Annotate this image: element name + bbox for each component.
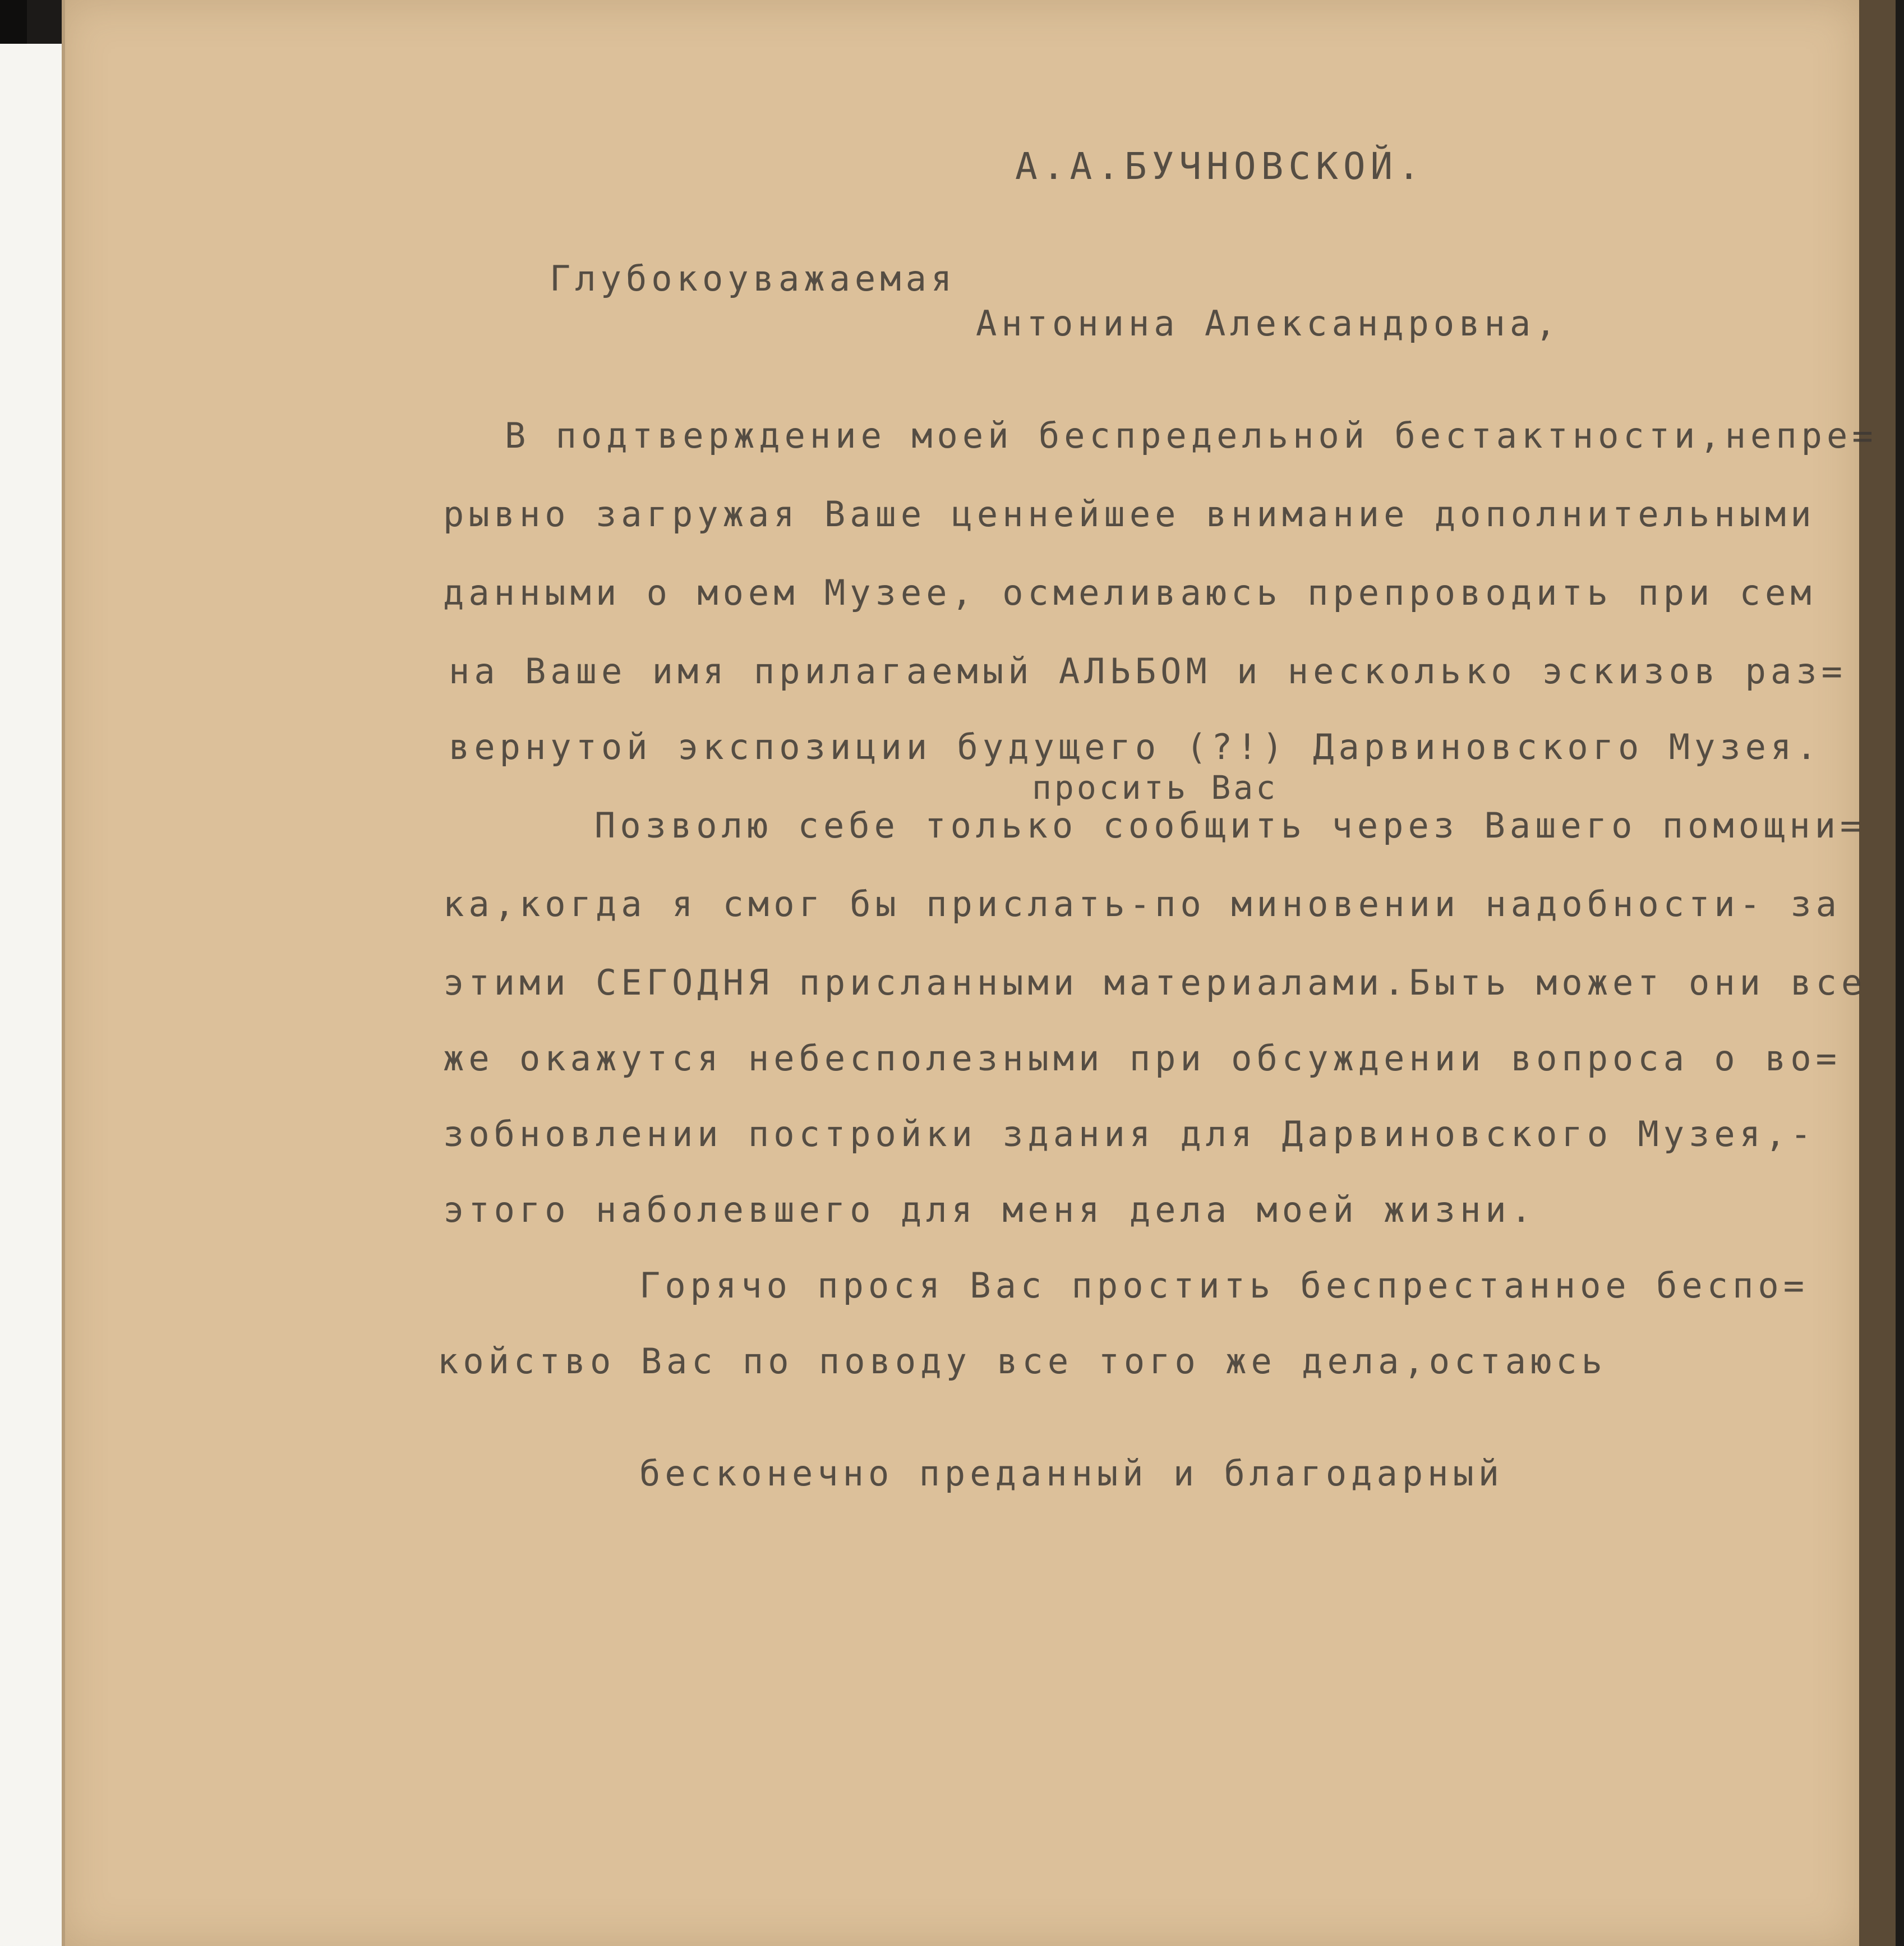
adjacent-page-edge: [0, 44, 63, 1946]
paragraph-2-line-6: этого наболевшего для меня дела моей жизни.: [443, 1189, 1537, 1230]
addressee-line: А.А.БУЧНОВСКОЙ.: [1015, 145, 1426, 188]
paragraph-1-line-1: В подтверждение моей беспредельной бестактности,непре=: [505, 415, 1878, 456]
paragraph-2-line-2: ка,когда я смог бы прислать-по миновении надобности- за: [443, 884, 1841, 924]
salutation-line-1: Глубокоуважаемая: [550, 258, 957, 299]
paragraph-3-line-2: койство Вас по поводу все того же дела,остаюсь: [437, 1341, 1607, 1382]
paragraph-1-line-3: данными о моем Музее, осмеливаюсь препроводить при сем: [443, 572, 1816, 613]
salutation-line-2: Антонина Александровна,: [976, 303, 1561, 344]
closing-line: бесконечно преданный и благодарный: [639, 1453, 1504, 1494]
paragraph-2-line-3: этими СЕГОДНЯ присланными материалами.Быть может они все: [443, 962, 1867, 1003]
letter-page: [62, 0, 1878, 1946]
paragraph-2-line-1: Позволю себе только сообщить через Вашего помощни=: [594, 805, 1866, 846]
paragraph-3-line-1: Горячо прося Вас простить беспрестанное беспо=: [639, 1265, 1809, 1306]
paragraph-2-line-5: зобновлении постройки здания для Дарвиновского Музея,-: [443, 1114, 1816, 1154]
paragraph-2-line-4: же окажутся небесполезными при обсуждении вопроса о во=: [443, 1038, 1841, 1079]
paragraph-1-line-4: на Ваше имя прилагаемый АЛЬБОМ и несколько эскизов раз=: [449, 651, 1847, 692]
inserted-text: просить Вас: [1032, 769, 1279, 807]
paragraph-1-line-5: вернутой экспозиции будущего (?!) Дарвиновского Музея.: [449, 726, 1822, 767]
paragraph-1-line-2: рывно загружая Ваше ценнейшее внимание дополнительными: [443, 494, 1816, 535]
